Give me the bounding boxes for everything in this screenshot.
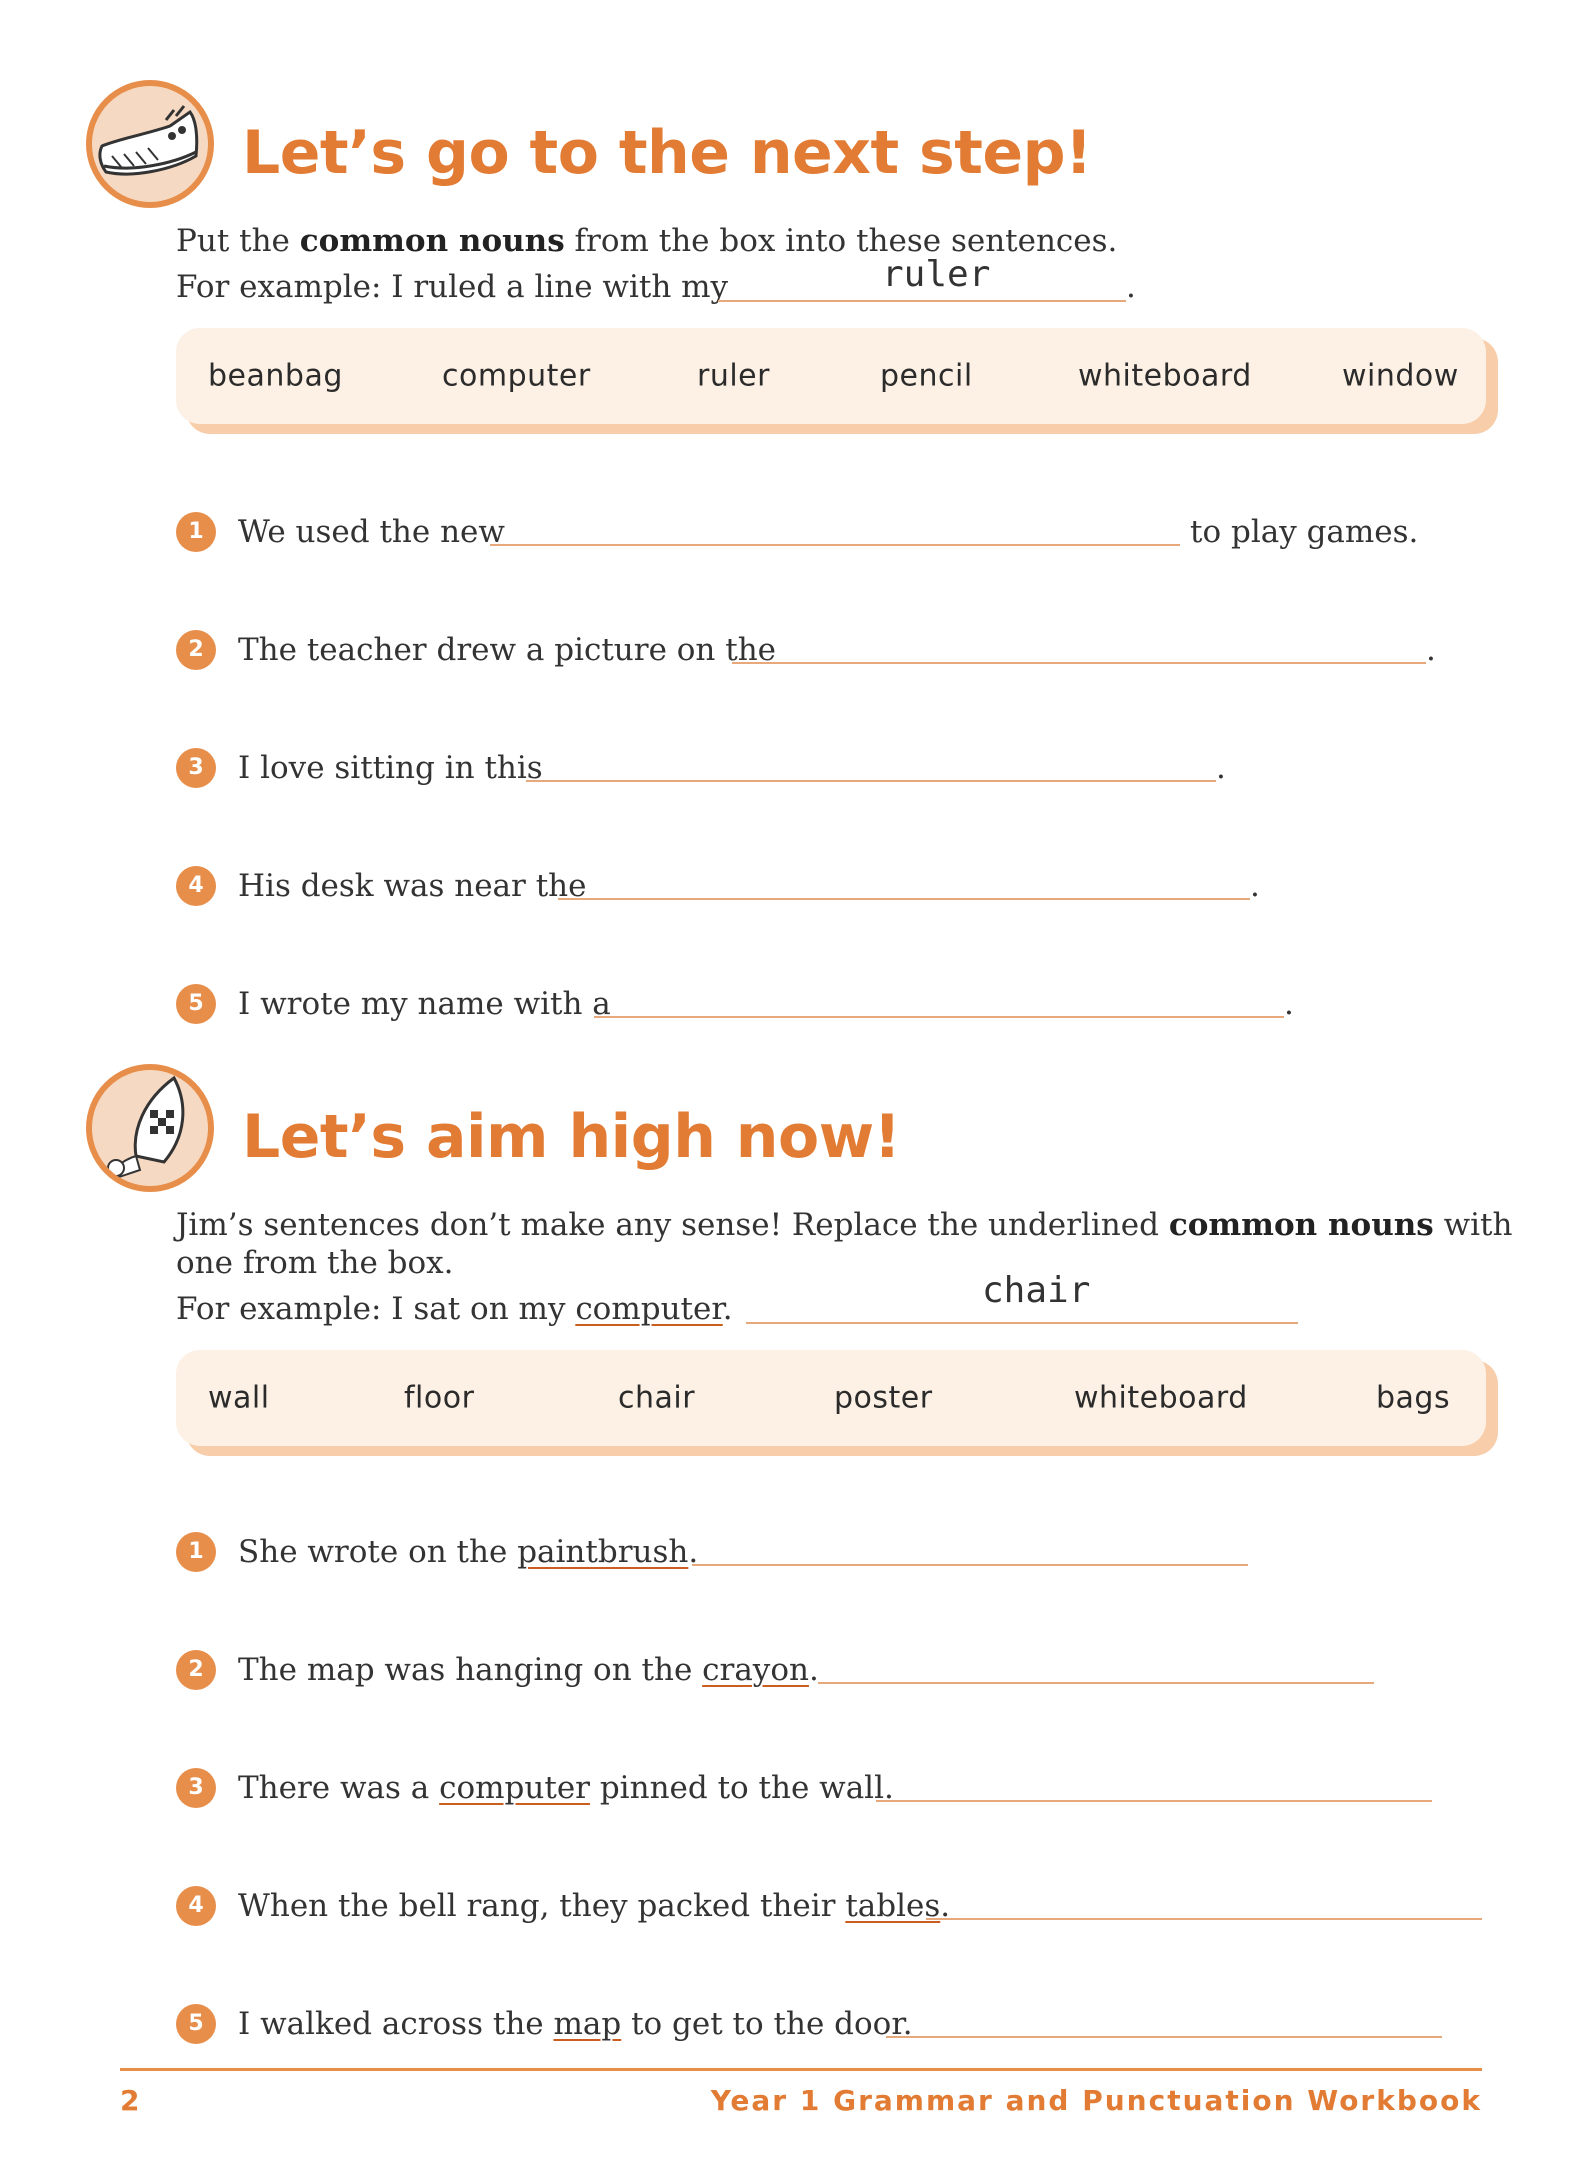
question-text: The map was hanging on the crayon. [238, 1652, 819, 1688]
question-number: 3 [176, 748, 216, 788]
question-text-after: . [1216, 750, 1226, 786]
page-number: 2 [120, 2084, 140, 2117]
word-box-item: floor [404, 1380, 475, 1416]
shoe-step-icon [86, 80, 214, 208]
section-2-example-blank [746, 1322, 1298, 1324]
question-number: 4 [176, 866, 216, 906]
section-2-question [176, 1528, 1576, 1576]
rocket-icon [86, 1064, 214, 1192]
word-box-item: window [1342, 358, 1459, 394]
answer-blank[interactable] [526, 780, 1216, 782]
footer-divider [120, 2068, 1482, 2071]
section-2-question [176, 2000, 1576, 2048]
question-number: 2 [176, 1650, 216, 1690]
question-text-after: . [1284, 986, 1294, 1022]
word-box-item: wall [208, 1380, 270, 1416]
question-number: 3 [176, 1768, 216, 1808]
question-number: 1 [176, 512, 216, 552]
section-1-example: For example: I ruled a line with my [176, 269, 729, 305]
question-text: She wrote on the paintbrush. [238, 1534, 699, 1570]
section-1-question [176, 744, 1576, 792]
word-box-item: poster [834, 1380, 933, 1416]
question-number: 4 [176, 1886, 216, 1926]
question-text-after: to play games. [1190, 514, 1419, 550]
word-box-item: beanbag [208, 358, 343, 394]
section-1-title: Let’s go to the next step! [242, 118, 1092, 188]
section-1-question [176, 508, 1576, 556]
word-box-item: chair [618, 1380, 696, 1416]
question-text: I wrote my name with a [238, 986, 611, 1022]
section-2-title: Let’s aim high now! [242, 1102, 901, 1172]
section-1-question [176, 626, 1576, 674]
question-text-after: . [1426, 632, 1436, 668]
section-2-example-answer: chair [982, 1270, 1091, 1311]
question-text: I love sitting in this [238, 750, 543, 786]
answer-blank[interactable] [692, 1564, 1248, 1566]
section-2-question [176, 1646, 1576, 1694]
answer-blank[interactable] [886, 2036, 1442, 2038]
question-text: His desk was near the [238, 868, 587, 904]
word-box-item: bags [1376, 1380, 1451, 1416]
answer-blank[interactable] [876, 1800, 1432, 1802]
word-box-item: ruler [697, 358, 770, 394]
book-title: Year 1 Grammar and Punctuation Workbook [710, 2084, 1482, 2117]
section-2-instruction: Jim’s sentences don’t make any sense! Replace the underlined common nouns with [176, 1207, 1513, 1243]
question-text: There was a computer pinned to the wall. [238, 1770, 894, 1806]
section-2-example: For example: I sat on my computer. [176, 1291, 733, 1327]
word-box-item: whiteboard [1074, 1380, 1248, 1416]
section-1-word-box [176, 328, 1486, 424]
question-text: We used the new [238, 514, 505, 550]
word-box-item: computer [442, 358, 591, 394]
section-1-example-answer: ruler [882, 254, 991, 295]
word-box-item: pencil [880, 358, 973, 394]
question-text: I walked across the map to get to the door. [238, 2006, 913, 2042]
answer-blank[interactable] [558, 898, 1250, 900]
question-text: When the bell rang, they packed their tables. [238, 1888, 951, 1924]
question-text-after: . [1250, 868, 1260, 904]
answer-blank[interactable] [818, 1682, 1374, 1684]
question-number: 5 [176, 984, 216, 1024]
section-1-example-blank [718, 300, 1126, 302]
section-1-question [176, 862, 1576, 910]
section-2-instruction-line2: one from the box. [176, 1245, 454, 1281]
answer-blank[interactable] [732, 662, 1426, 664]
section-2-question [176, 1882, 1576, 1930]
question-number: 1 [176, 1532, 216, 1572]
section-1-question [176, 980, 1576, 1028]
word-box-item: whiteboard [1078, 358, 1252, 394]
section-1-example-dot: . [1126, 269, 1136, 305]
question-number: 5 [176, 2004, 216, 2044]
section-2-word-box [176, 1350, 1486, 1446]
answer-blank[interactable] [594, 1016, 1284, 1018]
answer-blank[interactable] [490, 544, 1180, 546]
section-2-question [176, 1764, 1576, 1812]
question-number: 2 [176, 630, 216, 670]
answer-blank[interactable] [926, 1918, 1482, 1920]
section-1-instruction: Put the common nouns from the box into these sentences. [176, 223, 1118, 259]
question-text: The teacher drew a picture on the [238, 632, 777, 668]
